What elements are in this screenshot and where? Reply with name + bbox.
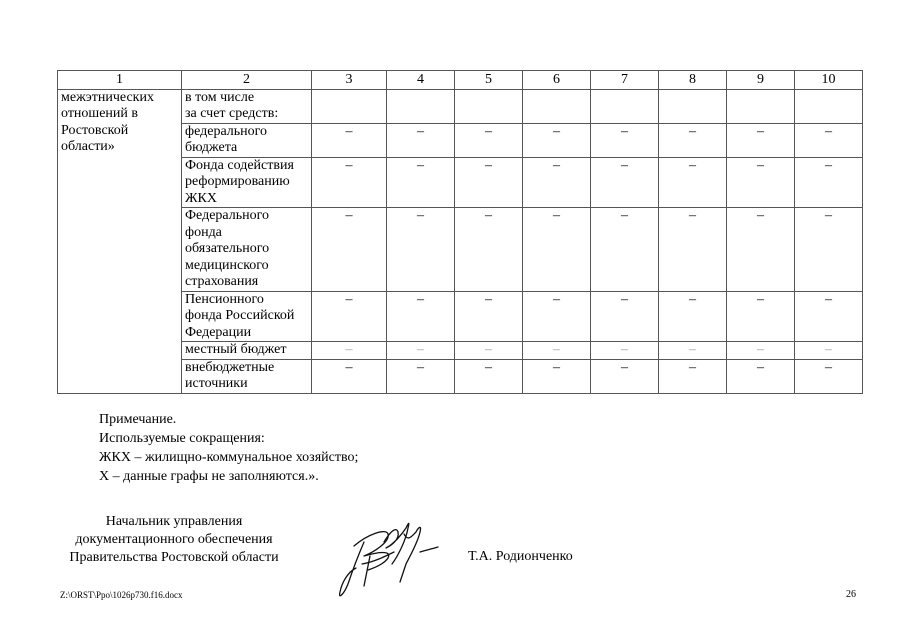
value-cell: – xyxy=(659,291,727,342)
value-cell xyxy=(455,89,523,123)
value-cell: – xyxy=(795,157,863,208)
value-cell: – xyxy=(795,359,863,393)
value-cell xyxy=(659,89,727,123)
column-header: 1 xyxy=(58,71,182,90)
value-cell: – xyxy=(455,123,523,157)
value-cell: – xyxy=(523,123,591,157)
signatory-title-line: документационного обеспечения xyxy=(75,532,273,547)
value-cell: – xyxy=(727,157,795,208)
funding-source-label: Федерального фонда обязательного медицинского страхования xyxy=(182,208,312,292)
value-cell: – xyxy=(523,157,591,208)
column-header: 6 xyxy=(523,71,591,90)
note-line: ЖКХ – жилищно-коммунальное хозяйство; xyxy=(99,450,359,465)
value-cell: – xyxy=(455,359,523,393)
value-cell: – xyxy=(659,208,727,292)
value-cell: – xyxy=(387,208,455,292)
value-cell: – xyxy=(591,342,659,360)
value-cell: – xyxy=(387,157,455,208)
value-cell: – xyxy=(312,208,387,292)
value-cell: – xyxy=(795,208,863,292)
value-cell: – xyxy=(387,123,455,157)
value-cell: – xyxy=(727,359,795,393)
value-cell: – xyxy=(312,157,387,208)
page-number: 26 xyxy=(846,589,856,600)
value-cell: – xyxy=(591,359,659,393)
column-header: 3 xyxy=(312,71,387,90)
budget-table xyxy=(57,70,863,394)
footer-file-path: Z:\ORST\Ppo\1026p730.f16.docx xyxy=(60,590,183,600)
note-block xyxy=(99,410,358,486)
value-cell xyxy=(387,89,455,123)
column-header: 4 xyxy=(387,71,455,90)
value-cell: – xyxy=(727,123,795,157)
value-cell: – xyxy=(795,342,863,360)
budget-table-wrapper xyxy=(57,70,862,394)
value-cell: – xyxy=(523,342,591,360)
value-cell: – xyxy=(591,123,659,157)
value-cell xyxy=(727,89,795,123)
value-cell xyxy=(312,89,387,123)
funding-source-label: внебюджетные источники xyxy=(182,359,312,393)
value-cell: – xyxy=(455,291,523,342)
value-cell: – xyxy=(727,291,795,342)
signatory-name: Т.А. Родионченко xyxy=(468,549,573,564)
value-cell: – xyxy=(659,123,727,157)
signatory-title xyxy=(58,513,290,567)
value-cell: – xyxy=(659,157,727,208)
funding-source-label: Фонда содействия реформированию ЖКХ xyxy=(182,157,312,208)
value-cell: – xyxy=(523,208,591,292)
value-cell: – xyxy=(523,291,591,342)
value-cell: – xyxy=(455,342,523,360)
value-cell: – xyxy=(387,291,455,342)
funding-source-label: местный бюджет xyxy=(182,342,312,360)
value-cell: – xyxy=(312,359,387,393)
value-cell: – xyxy=(795,291,863,342)
signatory-title-line: Начальник управления xyxy=(105,514,243,529)
handwritten-signature xyxy=(334,512,446,604)
note-title: Примечание. xyxy=(99,412,177,427)
column-header: 10 xyxy=(795,71,863,90)
column-header: 2 xyxy=(182,71,312,90)
value-cell: – xyxy=(387,359,455,393)
value-cell: – xyxy=(455,208,523,292)
value-cell: – xyxy=(727,208,795,292)
column-header: 5 xyxy=(455,71,523,90)
note-line: Х – данные графы не заполняются.». xyxy=(99,469,319,484)
value-cell: – xyxy=(591,208,659,292)
value-cell xyxy=(591,89,659,123)
table-row xyxy=(58,89,863,123)
value-cell: – xyxy=(591,291,659,342)
value-cell: – xyxy=(659,342,727,360)
value-cell: – xyxy=(523,359,591,393)
value-cell xyxy=(795,89,863,123)
value-cell: – xyxy=(312,342,387,360)
row-group-label: межэтнических отношений в Ростовской области» xyxy=(58,89,182,393)
signatory-title-line: Правительства Ростовской области xyxy=(69,550,279,565)
value-cell: – xyxy=(727,342,795,360)
note-line: Используемые сокращения: xyxy=(99,431,265,446)
table-header-row xyxy=(58,71,863,90)
value-cell: – xyxy=(659,359,727,393)
value-cell: – xyxy=(591,157,659,208)
funding-source-label: федерального бюджета xyxy=(182,123,312,157)
value-cell xyxy=(523,89,591,123)
column-header: 9 xyxy=(727,71,795,90)
funding-source-label: Пенсионного фонда Российской Федерации xyxy=(182,291,312,342)
funding-source-label: в том числе за счет средств: xyxy=(182,89,312,123)
value-cell: – xyxy=(387,342,455,360)
column-header: 7 xyxy=(591,71,659,90)
value-cell: – xyxy=(312,123,387,157)
value-cell: – xyxy=(312,291,387,342)
column-header: 8 xyxy=(659,71,727,90)
value-cell: – xyxy=(455,157,523,208)
value-cell: – xyxy=(795,123,863,157)
